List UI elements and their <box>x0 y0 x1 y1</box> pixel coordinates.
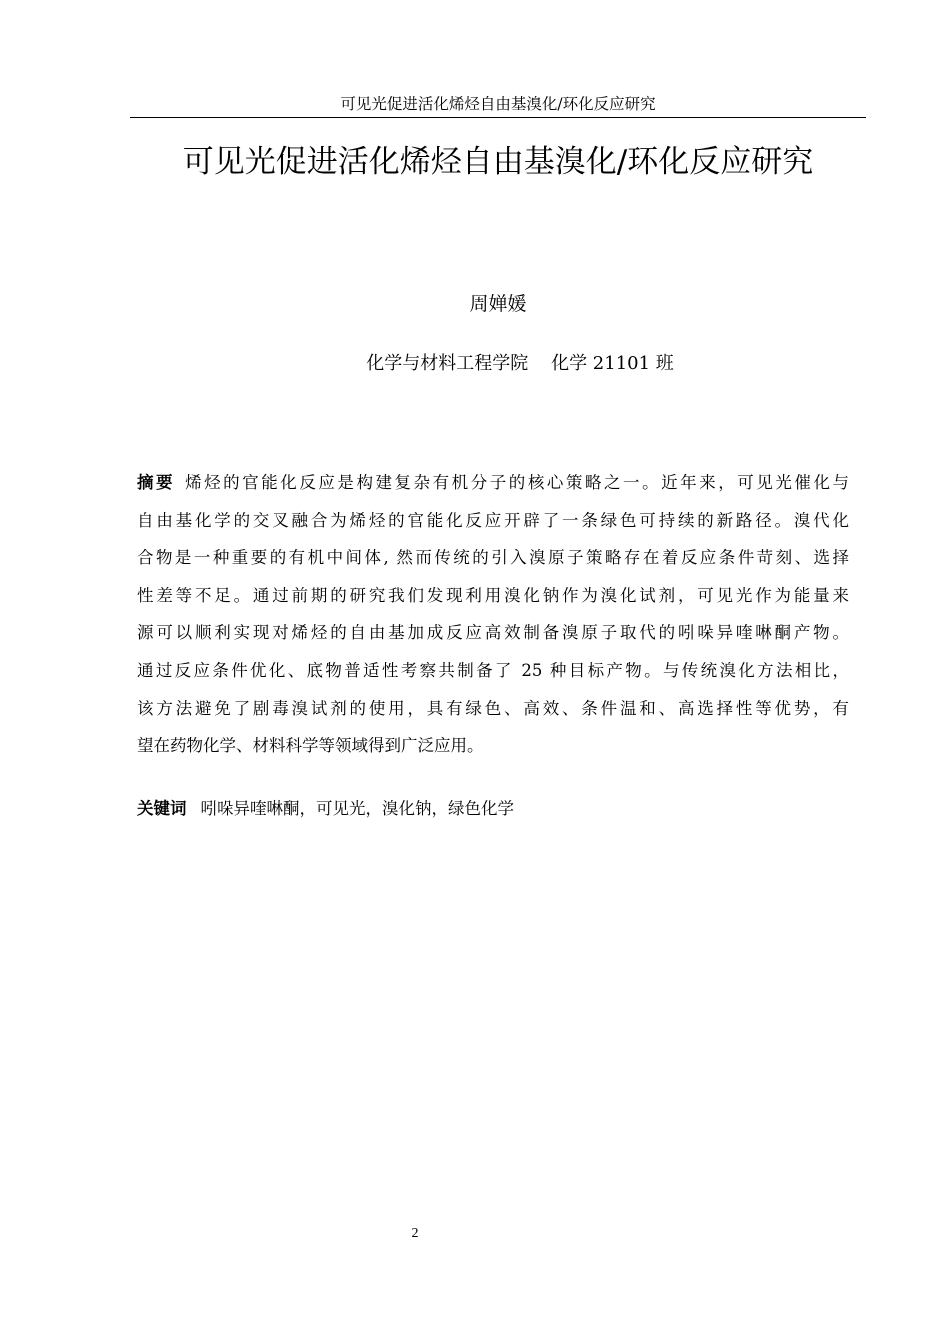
abstract <box>137 464 849 765</box>
abstract-line: 合物是一种重要的有机中间体, 然而传统的引入溴原子策略存在着反应条件苛刻、选择 <box>137 548 849 568</box>
abstract-text: 烯烃的官能化反应是构建复杂有机分子的核心策略之一。近年来，可见光催化与 <box>185 473 850 492</box>
abstract-line: 源可以顺利实现对烯烃的自由基加成反应高效制备溴原子取代的吲哚异喹啉酮产物。 <box>137 623 849 643</box>
abstract-line: 通过反应条件优化、底物普适性考察共制备了 25 种目标产物。与传统溴化方法相比， <box>137 660 849 680</box>
keywords-text: 吲哚异喹啉酮，可见光，溴化钠，绿色化学 <box>200 799 514 818</box>
abstract-line <box>137 464 849 502</box>
abstract-line: 性差等不足。通过前期的研究我们发现利用溴化钠作为溴化试剂，可见光作为能量来 <box>137 585 849 605</box>
author-name: 周婵媛 <box>469 293 527 315</box>
abstract-label: 摘要 <box>137 473 176 492</box>
keywords-label: 关键词 <box>137 799 187 818</box>
abstract-line: 自由基化学的交叉融合为烯烃的官能化反应开辟了一条绿色可持续的新路径。溴代化 <box>137 510 849 530</box>
header-rule <box>130 117 866 118</box>
abstract-line: 该方法避免了剧毒溴试剂的使用，具有绿色、高效、条件温和、高选择性等优势，有 <box>137 698 849 718</box>
page-number: 2 <box>411 1226 419 1241</box>
document-title: 可见光促进活化烯烃自由基溴化/环化反应研究 <box>182 144 814 180</box>
author-affiliation: 化学与材料工程学院 化学 21101 班 <box>366 353 674 374</box>
keywords <box>137 792 849 826</box>
abstract-line: 望在药物化学、材料科学等领域得到广泛应用。 <box>137 736 484 756</box>
running-header: 可见光促进活化烯烃自由基溴化/环化反应研究 <box>340 95 656 113</box>
